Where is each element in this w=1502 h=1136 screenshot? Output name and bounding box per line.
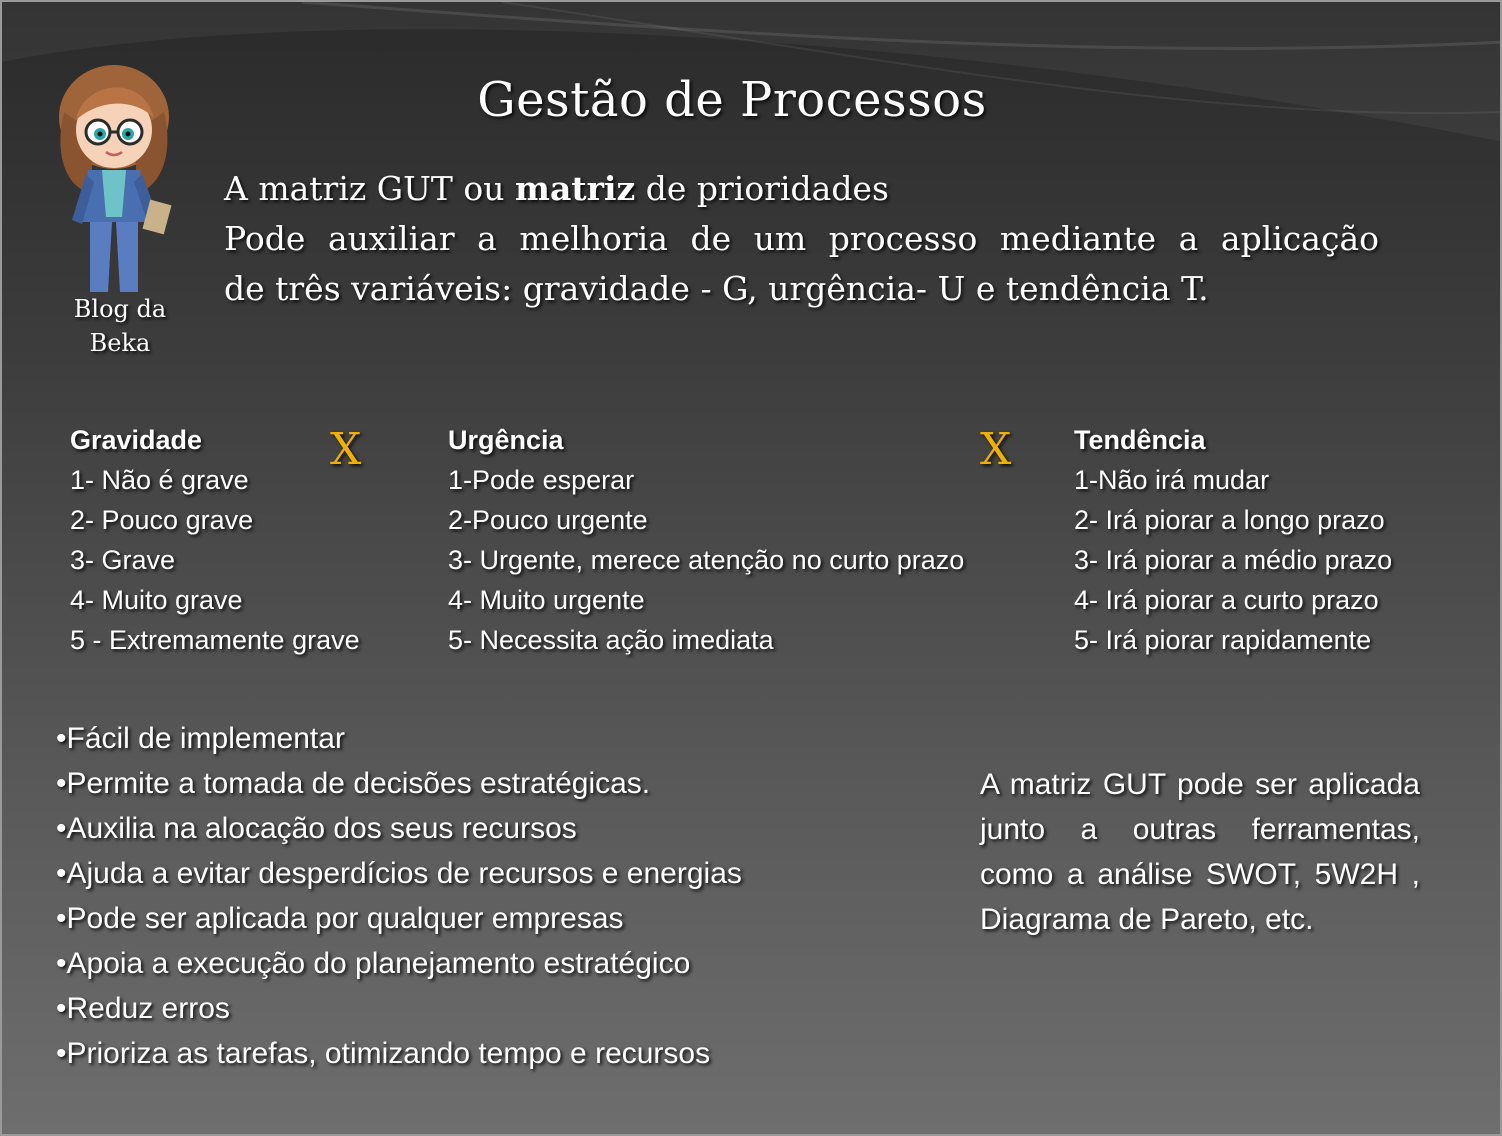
- cartoon-girl-glasses-icon: [42, 42, 182, 302]
- urgencia-heading: Urgência: [448, 425, 564, 455]
- tendencia-heading: Tendência: [1074, 425, 1206, 455]
- benefit-item: •Pode ser aplicada por qualquer empresas: [56, 902, 624, 935]
- tendencia-column: [1074, 420, 1494, 660]
- benefits-list: [56, 716, 916, 1076]
- gravidade-column: [70, 420, 430, 660]
- gut-note-paragraph: A matriz GUT pode ser aplicada junto a outras ferramentas, como a análise SWOT, 5W2H , Diagrama de Pareto, etc.: [980, 768, 1420, 936]
- urgencia-item: 3- Urgente, merece atenção no curto prazo: [448, 545, 965, 575]
- gravidade-item: 1- Não é grave: [70, 465, 249, 495]
- gravidade-item: 3- Grave: [70, 545, 176, 575]
- tendencia-item: 5- Irá piorar rapidamente: [1074, 625, 1372, 655]
- gravidade-item: 2- Pouco grave: [70, 505, 254, 535]
- intro-line1-text-a: A matriz GUT ou: [224, 169, 516, 208]
- urgencia-item: 5- Necessita ação imediata: [448, 625, 774, 655]
- benefit-item: •Fácil de implementar: [56, 722, 345, 755]
- gravidade-item: 4- Muito grave: [70, 585, 243, 615]
- gravidade-item: 5 - Extremamente grave: [70, 625, 360, 655]
- blog-label-line1: Blog da: [73, 295, 167, 323]
- tendencia-item: 2- Irá piorar a longo prazo: [1074, 505, 1385, 535]
- intro-line2: Pode auxiliar a melhoria de um processo mediante a aplicação: [224, 219, 1379, 258]
- intro-paragraph: [224, 164, 1379, 314]
- urgencia-item: 4- Muito urgente: [448, 585, 645, 615]
- benefit-item: •Permite a tomada de decisões estratégicas.: [56, 767, 651, 800]
- cross-symbol-2: X: [980, 424, 1012, 475]
- urgencia-column: [448, 420, 1048, 660]
- urgencia-item: 1-Pode esperar: [448, 465, 635, 495]
- benefit-item: •Ajuda a evitar desperdícios de recursos e energias: [56, 857, 742, 890]
- benefit-item: •Reduz erros: [56, 992, 230, 1025]
- tendencia-item: 3- Irá piorar a médio prazo: [1074, 545, 1393, 575]
- blog-label: [60, 292, 180, 360]
- gravidade-heading: Gravidade: [70, 425, 203, 455]
- intro-line1: [224, 169, 889, 208]
- tendencia-item: 1-Não irá mudar: [1074, 465, 1270, 495]
- benefit-item: •Prioriza as tarefas, otimizando tempo e recursos: [56, 1037, 711, 1070]
- urgencia-item: 2-Pouco urgente: [448, 505, 648, 535]
- benefit-item: •Apoia a execução do planejamento estratégico: [56, 947, 691, 980]
- benefit-item: •Auxilia na alocação dos seus recursos: [56, 812, 577, 845]
- cross-symbol-1: X: [330, 424, 362, 475]
- page-title: Gestão de Processos: [477, 72, 987, 128]
- intro-line3: de três variáveis: gravidade - G, urgência- U e tendência T.: [224, 269, 1209, 308]
- intro-line1-bold: matriz: [515, 169, 636, 208]
- blog-label-line2: Beka: [89, 329, 151, 357]
- intro-line1-text-b: de prioridades: [635, 169, 889, 208]
- tendencia-item: 4- Irá piorar a curto prazo: [1074, 585, 1379, 615]
